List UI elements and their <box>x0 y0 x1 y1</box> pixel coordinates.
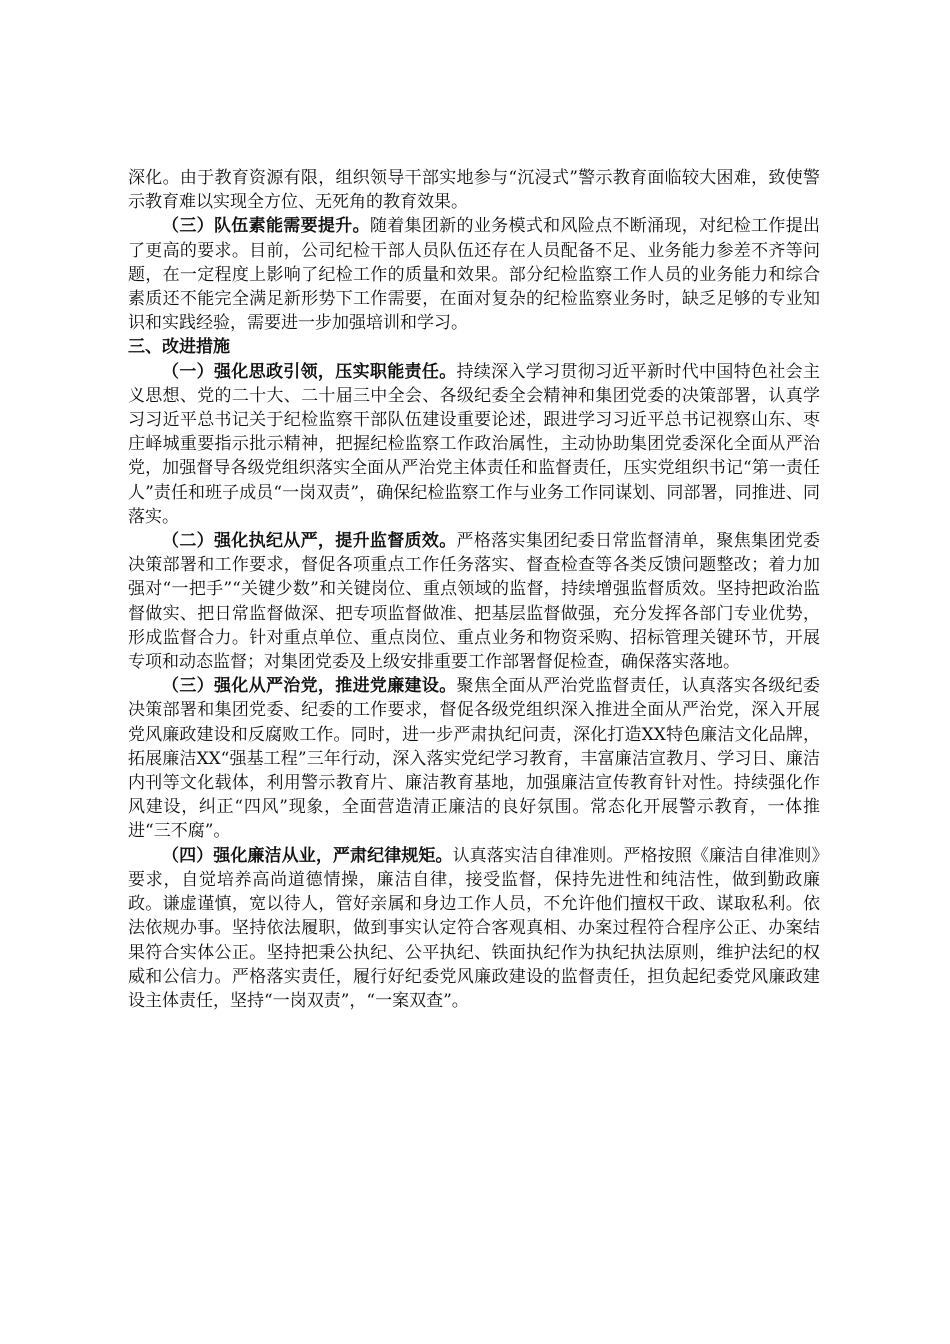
paragraph-measure-4 <box>128 844 820 1013</box>
paragraph-lead: （一）强化思政引领，压实职能责任。 <box>162 361 457 382</box>
document-body <box>128 166 820 1013</box>
paragraph-continuation <box>128 166 820 214</box>
paragraph-text: 随着集团新的业务模式和风险点不断涌现，对纪检工作提出了更高的要求。目前，公司纪检干部人员队伍还存在人员配备不足、业务能力参差不齐等问题，在一定程度上影响了纪检工作的质量和效果。部分纪检监察工作人员的业务能力和综合素质还不能完全满足新形势下工作需要，在面对复杂的纪检监察业务时，缺乏足够的专业知识和实践经验，需要进一步加强培训和学习。 <box>128 216 821 334</box>
paragraph-text: 认真落实洁自律准则。严格按照《廉洁自律准则》要求，自觉培养高尚道德情操，廉洁自律，接受监督，保持先进性和纯洁性，做到勤政廉政。谦虚谨慎，宽以待人，管好亲属和身边工作人员，不允许他们擅权干政、谋取私利。依法依规办事。坚持依法履职，做到事实认定符合客观真相、办案过程符合程序公正、办案结果符合实体公正。坚持把秉公执纪、公平执纪、铁面执纪作为执纪执法原则，维护法纪的权威和公信力。严格落实责任，履行好纪委党风廉政建设的监督责任，担负起纪委党风廉政建设主体责任，坚持“一岗双责”，“一案双查”。 <box>128 845 821 1011</box>
paragraph-text: 深化。由于教育资源有限，组织领导干部实地参与“沉浸式”警示教育面临较大困难，致使警示教育难以实现全方位、无死角的教育效果。 <box>128 168 820 213</box>
paragraph-measure-2 <box>128 529 820 674</box>
paragraph-text: 持续深入学习贯彻习近平新时代中国特色社会主义思想、党的二十大、二十届三中全会、各级纪委全会精神和集团党委的决策部署，认真学习习近平总书记关于纪检监察干部队伍建设重要论述，跟进学习习近平总书记视察山东、枣庄峄城重要指示批示精神，把握纪检监察工作政治属性，主动协助集团党委深化全面从严治党，加强督导各级党组织落实全面从严治党主体责任和监督责任，压实党组织书记“第一责任人”责任和班子成员“一岗双责”，确保纪检监察工作与业务工作同谋划、同部署，同推进、同落实。 <box>128 361 821 527</box>
paragraph-lead: （三）队伍素能需要提升。 <box>162 216 370 237</box>
paragraph-text: 严格落实集团纪委日常监督清单，聚焦集团党委决策部署和工作要求，督促各项重点工作任务落实、督查检查等各类反馈问题整改；着力加强对“一把手”“关键少数”和关键岗位、重点领域的监督，持续增强监督质效。坚持把政治监督做实、把日常监督做深、把专项监督做准、把基层监督做强，充分发挥各部门专业优势，形成监督合力。针对重点单位、重点岗位、重点业务和物资采购、招标管理关键环节，开展专项和动态监督；对集团党委及上级安排重要工作部署督促检查，确保落实落地。 <box>128 531 821 673</box>
paragraph-text: 聚焦全面从严治党监督责任，认真落实各级纪委决策部署和集团党委、纪委的工作要求，督促各级党组织深入推进全面从严治党，深入开展党风廉政建设和反腐败工作。同时，进一步严肃执纪问责，深化打造XX特色廉洁文化品牌，拓展廉洁XX“强基工程”三年行动，深入落实党纪学习教育，丰富廉洁宣教月、学习日、廉洁内刊等文化载体，利用警示教育片、廉洁教育基地，加强廉洁宣传教育针对性。持续强化作风建设，纠正“四风”现象，全面营造清正廉洁的良好氛围。常态化开展警示教育，一体推进“三不腐”。 <box>128 676 821 842</box>
paragraph-measure-3 <box>128 674 820 843</box>
paragraph-lead: （四）强化廉洁从业，严肃纪律规矩。 <box>162 845 453 866</box>
section-heading: 三、改进措施 <box>128 337 230 358</box>
paragraph-measure-1 <box>128 360 820 529</box>
paragraph-lead: （三）强化从严治党，推进党廉建设。 <box>162 676 457 697</box>
paragraph-lead: （二）强化执纪从严，提升监督质效。 <box>162 531 457 552</box>
paragraph-team-capability <box>128 214 820 335</box>
